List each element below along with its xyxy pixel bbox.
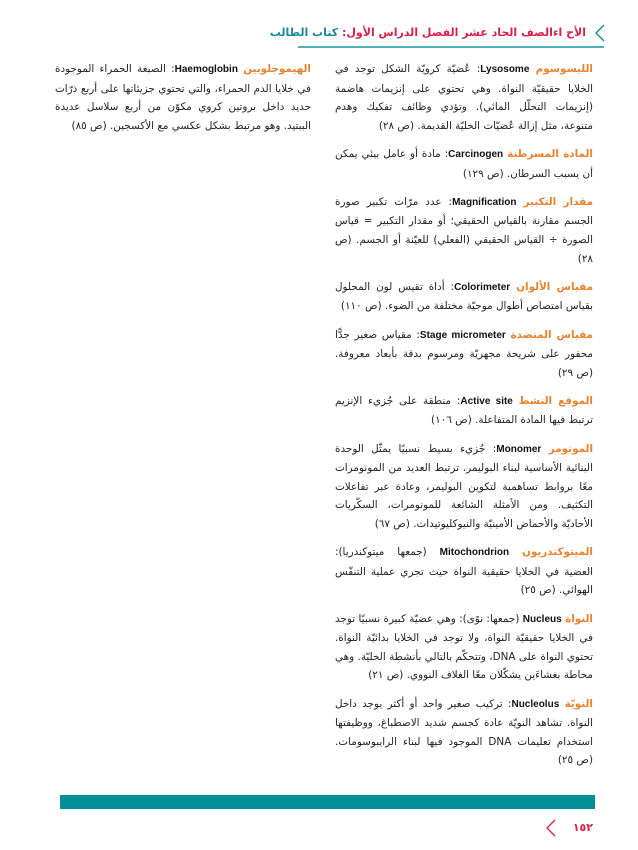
glossary-entry [335, 392, 593, 430]
glossary-term: مقدار التكبير [523, 195, 594, 208]
footer-band [60, 795, 595, 809]
breadcrumb-book-section: الأح اءالصف الحاد عشر الفصل الدراس الأول [346, 26, 586, 39]
glossary-definition: (جمعها: نوًى): وهي عضيّة كبيرة نسبيًا توجد في الخلايا حقيقيّة النواة، ولا توجد في الخلايا بدائيّة النواة. تحتوي النواة على DNA، وتتحكّم بالتالي بأنشطة الخليّة. وهي محاطة بغشاءَين يشكّلان معًا الغلاف النووي. (ص ٢١) [335, 612, 593, 682]
glossary-entry [335, 60, 593, 135]
glossary-definition: (جمعها ميتوكندريا): العضية في الخلايا حقيقية النواة حيث تجري عملية التنفّس الهوائي. (ص ٢٥) [335, 546, 593, 597]
glossary-entry [55, 60, 311, 135]
glossary-term-english: Magnification [452, 196, 517, 208]
glossary-term: مقياس الألوان [516, 280, 593, 293]
glossary-entry [335, 278, 593, 316]
glossary-definition: : منطقة على جُزيء الإنزيم ترتبط فيها المادة المتفاعلة. (ص ١٠٦) [335, 394, 593, 427]
glossary-definition: : عُضيّة كرويّة الشكل توجد في الخلايا حقيقيّة النواة. وهي تحتوي على إنزيمات هاضمة (إنزيمات التحلّل المائي). وتؤدي وظائف تفكيك وهدم متنوعة، مثل إزالة عُضيّات الخليّة القديمة. (ص ٢٨) [335, 63, 593, 132]
glossary-definition: : جُزيء بسيط نسبيًا يمثّل الوحدة البنائية الأساسية لبناء البوليمر. ترتبط العديد من المونومرات معًا بروابط تساهمية لتكوين البوليمر، وعادة عبر تفاعلات التكثيف. ومن الأمثلة الشائعة للمونومرات، السكّريات الأحاديّة والأحماض الأمينيّة والنيوكليوتيدات. (ص ٦٧) [335, 442, 593, 531]
glossary-term-english: Active site [460, 395, 513, 407]
glossary-term-english: Lysosome [480, 64, 530, 75]
glossary-term: النويّة [564, 697, 593, 710]
breadcrumb-book-type: كتاب الطالب [269, 26, 339, 39]
glossary-entry [335, 326, 593, 383]
breadcrumb-separator: : [338, 26, 347, 39]
glossary-term: المادة المسرطنة [507, 147, 593, 160]
glossary-term: المونومر [548, 442, 594, 455]
glossary-entry [335, 145, 593, 183]
glossary-entry [335, 440, 593, 534]
glossary-term-english: Stage micrometer [419, 329, 506, 341]
glossary-definition: : عدد مرّات تكبير صورة الجسم مقارنة بالقياس الحقيقي؛ أو مقدار التكبير = قياس الصورة ÷ القياس الحقيقي (الفعلي) للعيّنة أو الجسم. (ص ٢٨) [335, 195, 593, 265]
glossary-term: النواة [565, 612, 593, 625]
glossary-entry [335, 610, 593, 685]
glossary-column-right [335, 60, 593, 780]
page-number: ١٥٢ [572, 821, 593, 834]
glossary-term-english: Nucleolus [511, 698, 560, 710]
glossary-term: الموقع النشط [518, 394, 593, 407]
glossary-term-english: Carcinogen [448, 148, 504, 160]
glossary-definition: : الصبغة الحمراء الموجودة في خلايا الدم الحمراء، والتي تحتوي جزيئاتها على أربع ذرّات حديد داخل بروتين كروي مكوّن من أربع سلاسل عديدة الببتيد. وهو مرتبط بشكل عكسي مع الأكسجين. (ص ٨٥) [55, 63, 311, 132]
glossary-term: الهيموجلوبين [243, 63, 311, 75]
glossary-definition: : تركيب صغير واحد أو أكثر يوجد داخل النواة. تشاهد النويّة عادة كجسم شديد الاصطباغ، ووظيفتها استخدام تعليمات DNA الموجود فيها لبناء الرايبوسومات. (ص ٢٥) [335, 697, 593, 767]
glossary-term: الميتوكندريون [522, 546, 593, 559]
glossary-column-left [55, 60, 311, 145]
glossary-definition: : أداة تقيس لون المحلول بقياس امتصاص أطوال موجيّة مختلفة من الضوء. (ص ١١٠) [335, 280, 593, 313]
glossary-term-english: Mitochondrion [439, 547, 510, 559]
breadcrumb [270, 26, 586, 39]
glossary-term-english: Haemoglobin [174, 64, 238, 75]
glossary-entry [335, 695, 593, 770]
header-divider [298, 46, 604, 48]
glossary-term-english: Colorimeter [454, 281, 511, 293]
glossary-term: مقياس المنضدة [510, 328, 593, 341]
chevron-left-icon [545, 818, 557, 838]
glossary-definition: : مادة أو عامل بيئي يمكن أن يسبب السرطان. (ص ١٢٩) [335, 147, 593, 180]
chevron-right-icon [592, 23, 610, 43]
glossary-definition: : مقياس صغير جدًّا محفور على شريحة مجهريّة ومرسوم بدقة بأبعاد معروفة. (ص ٢٩) [335, 328, 593, 379]
glossary-term-english: Monomer [496, 443, 542, 455]
glossary-term: الليسوسوم [535, 63, 593, 75]
glossary-term-english: Nucleus [522, 613, 562, 625]
glossary-entry [335, 193, 593, 268]
running-header [269, 20, 618, 48]
glossary-entry [335, 543, 593, 600]
